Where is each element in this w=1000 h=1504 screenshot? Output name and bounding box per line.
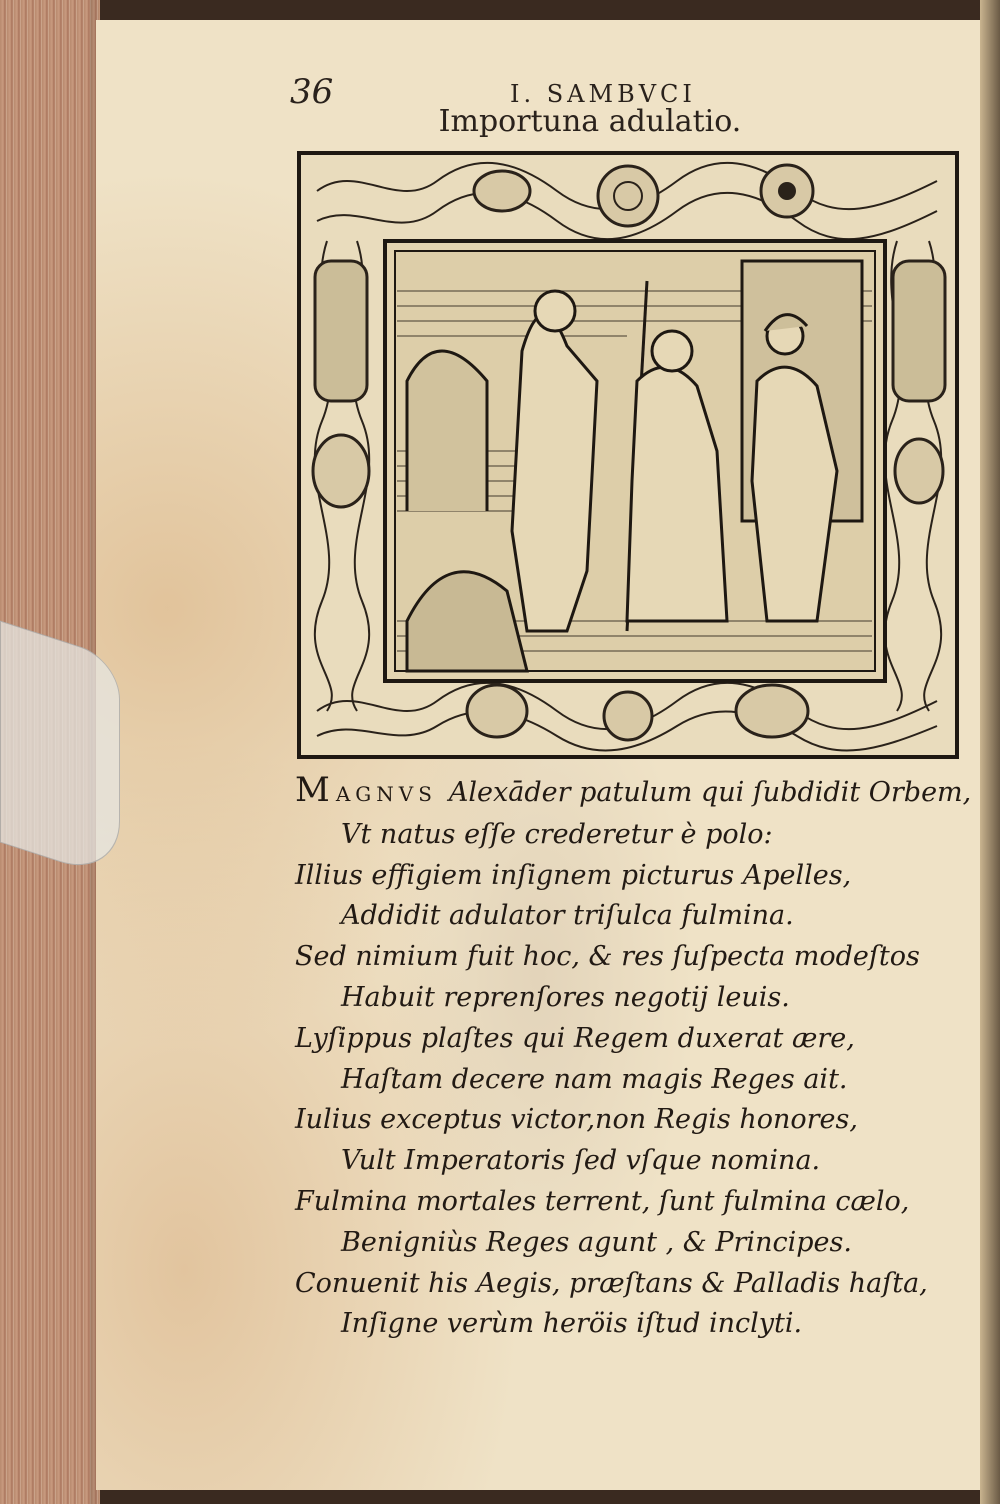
verse-line: Vt natus eſſe crederetur è polo: [341, 818, 773, 850]
running-head: I. SAMBVCI [510, 80, 696, 108]
emblem-title-text: Importuna adulatio. [438, 104, 742, 139]
emblem-title [0, 104, 1000, 139]
verse-line: Vult Imperatoris ſed vſque nomina. [341, 1145, 821, 1177]
woodcut-icon [297, 151, 959, 759]
verse-line: Fulmina mortales terrent, ſunt fulmina cælo, [295, 1185, 910, 1217]
verse-line: Inſigne verùm heröis iſtud inclyti. [341, 1308, 803, 1340]
verse-line: Lyſippus plaſtes qui Regem duxerat ære, [295, 1022, 855, 1054]
verse-line: Sed nimium fuit hoc, & res ſuſpecta modeſtos [295, 941, 920, 973]
emblem-verse [295, 770, 985, 1345]
verse-small-caps: AGNVS [335, 782, 437, 806]
verse-first-line-text: Alexāder patulum qui ſubdidit Orbem, [448, 777, 972, 808]
verse-line: Benigniùs Reges agunt , & Principes. [341, 1226, 852, 1258]
page-number: 36 [290, 72, 334, 112]
verse-line: Haſtam decere nam magis Reges ait. [341, 1063, 848, 1095]
verse-line: Conuenit his Aegis, præſtans & Palladis haſta, [295, 1267, 928, 1299]
verse-line: Illius effigiem inſignem picturus Apelles, [295, 859, 852, 891]
verse-line: Habuit reprenſores negotij leuis. [341, 981, 790, 1013]
bookmark-icon [0, 621, 120, 882]
verse-line: Iulius exceptus victor,non Regis honores, [295, 1104, 858, 1136]
verse-line: Addidit adulator triſulca fulmina. [341, 900, 794, 932]
verse-line [295, 770, 985, 815]
verse-initial: M [295, 770, 336, 810]
